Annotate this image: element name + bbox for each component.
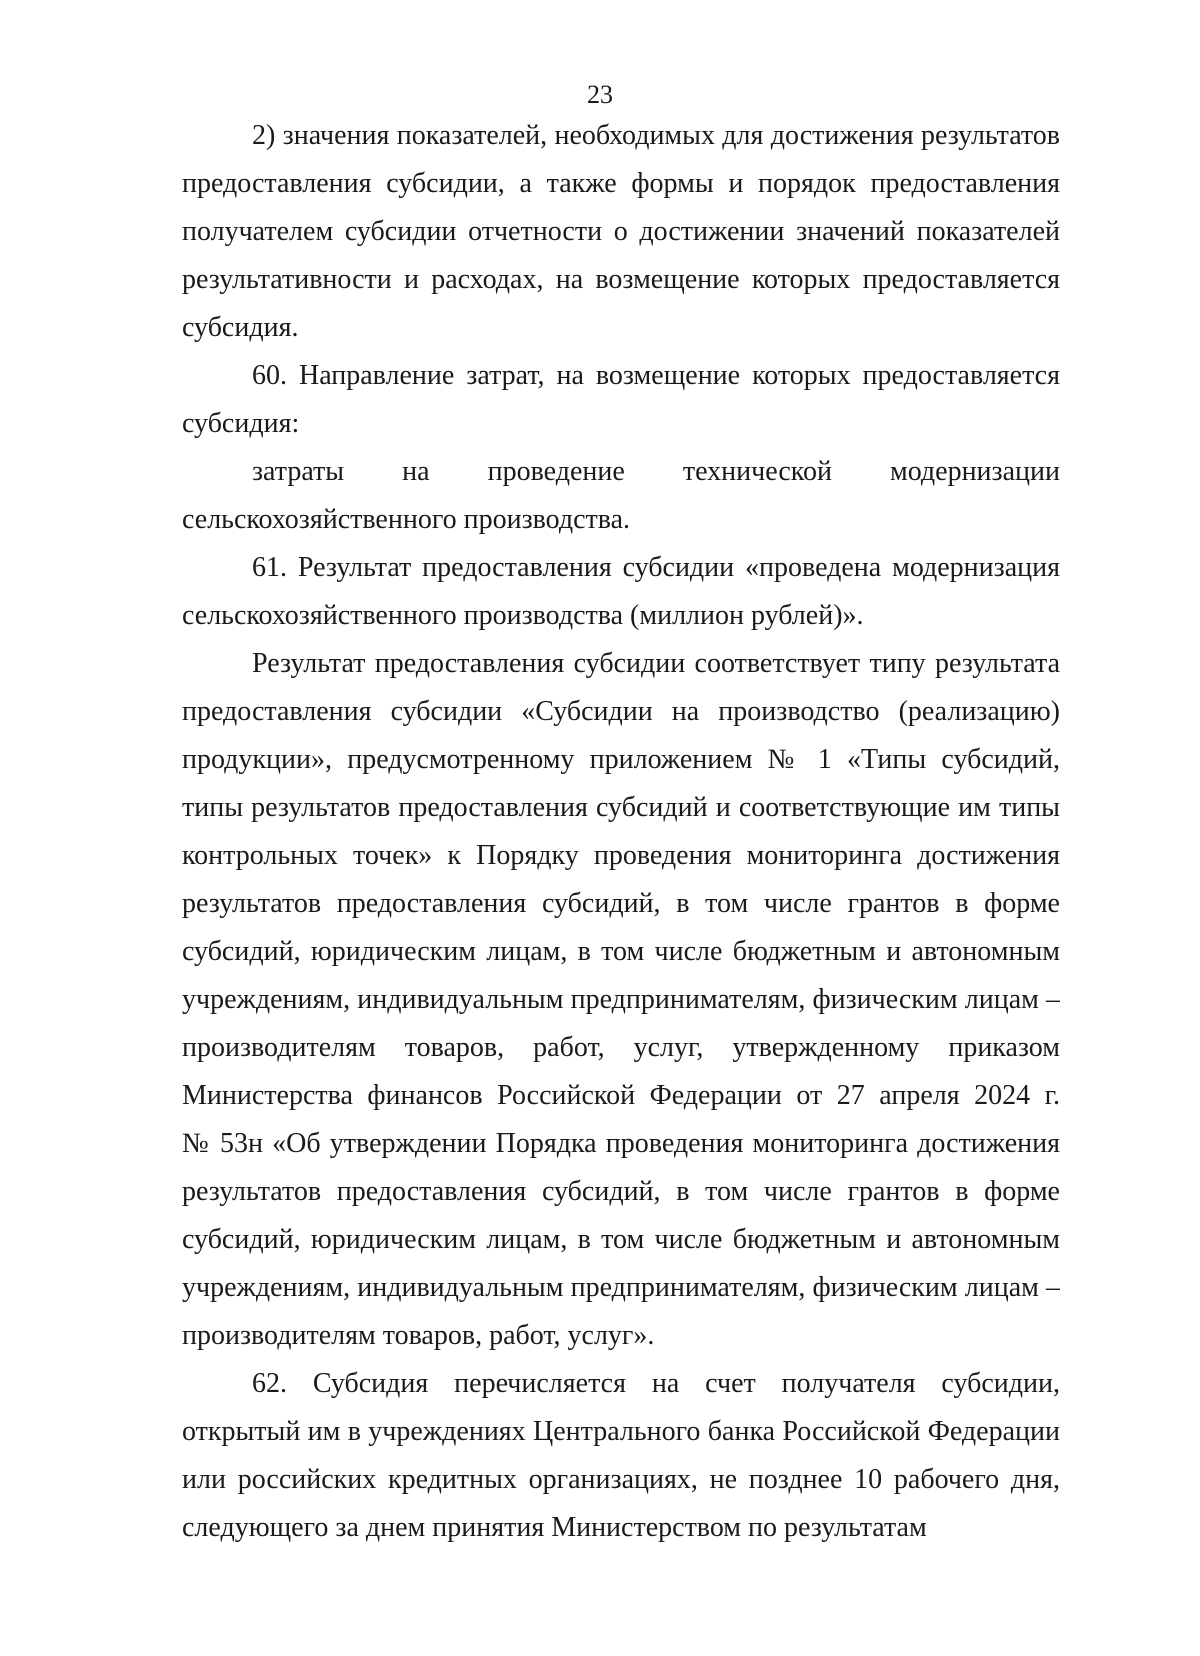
text-line: № 53н «Об утверждении Порядка проведения мониторинга достижения (182, 1128, 1060, 1159)
text-line: или российских кредитных организациях, не позднее 10 рабочего дня, (182, 1464, 1060, 1495)
text-line: сельскохозяйственного производства (миллион рублей)». (182, 600, 864, 631)
text-line: учреждениям, индивидуальным предпринимателям, физическим лицам – (182, 1272, 1060, 1303)
text-line: предоставления субсидии «Субсидии на производство (реализацию) (182, 696, 1060, 727)
paragraph-costs-modernization (182, 448, 1060, 544)
text-line: Министерства финансов Российской Федерации от 27 апреля 2024 г. (182, 1080, 1060, 1111)
text-line: 2) значения показателей, необходимых для достижения результатов (252, 120, 1060, 151)
text-line: субсидий, юридическим лицам, в том числе бюджетным и автономным (182, 1224, 1060, 1255)
text-line: субсидия: (182, 408, 300, 439)
paragraph-item-2-indicators (182, 112, 1060, 352)
paragraph-result-type (182, 640, 1060, 1360)
text-line: следующего за днем принятия Министерством по результатам (182, 1512, 927, 1543)
text-line: предоставления субсидии, а также формы и порядок предоставления (182, 168, 1060, 199)
paragraph-62-transfer (182, 1360, 1060, 1552)
text-line: 60. Направление затрат, на возмещение которых предоставляется (252, 360, 1060, 391)
document-body (182, 112, 1060, 1552)
text-line: учреждениям, индивидуальным предпринимателям, физическим лицам – (182, 984, 1060, 1015)
text-line: контрольных точек» к Порядку проведения мониторинга достижения (182, 840, 1060, 871)
text-line: сельскохозяйственного производства. (182, 504, 631, 535)
text-line: 62. Субсидия перечисляется на счет получателя субсидии, (252, 1368, 1060, 1399)
text-line: результатов предоставления субсидий, в том числе грантов в форме (182, 1176, 1060, 1207)
text-line: получателем субсидии отчетности о достижении значений показателей (182, 216, 1060, 247)
text-line: субсидия. (182, 312, 299, 343)
text-line: типы результатов предоставления субсидий и соответствующие им типы (182, 792, 1060, 823)
text-line: продукции», предусмотренному приложением № 1 «Типы субсидий, (182, 744, 1060, 775)
text-line: субсидий, юридическим лицам, в том числе бюджетным и автономным (182, 936, 1060, 967)
text-line: Результат предоставления субсидии соответствует типу результата (252, 648, 1060, 679)
text-line: производителям товаров, работ, услуг, утвержденному приказом (182, 1032, 1060, 1063)
text-line: открытый им в учреждениях Центрального банка Российской Федерации (182, 1416, 1060, 1447)
text-line: 61. Результат предоставления субсидии «проведена модернизация (252, 552, 1060, 583)
text-line: результативности и расходах, на возмещение которых предоставляется (182, 264, 1060, 295)
text-line: результатов предоставления субсидий, в том числе грантов в форме (182, 888, 1060, 919)
paragraph-61-result (182, 544, 1060, 640)
paragraph-60-cost-direction (182, 352, 1060, 448)
text-line: затраты на проведение технической модернизации (252, 456, 1060, 487)
text-line: производителям товаров, работ, услуг». (182, 1320, 655, 1351)
page-number: 23 (587, 80, 613, 109)
